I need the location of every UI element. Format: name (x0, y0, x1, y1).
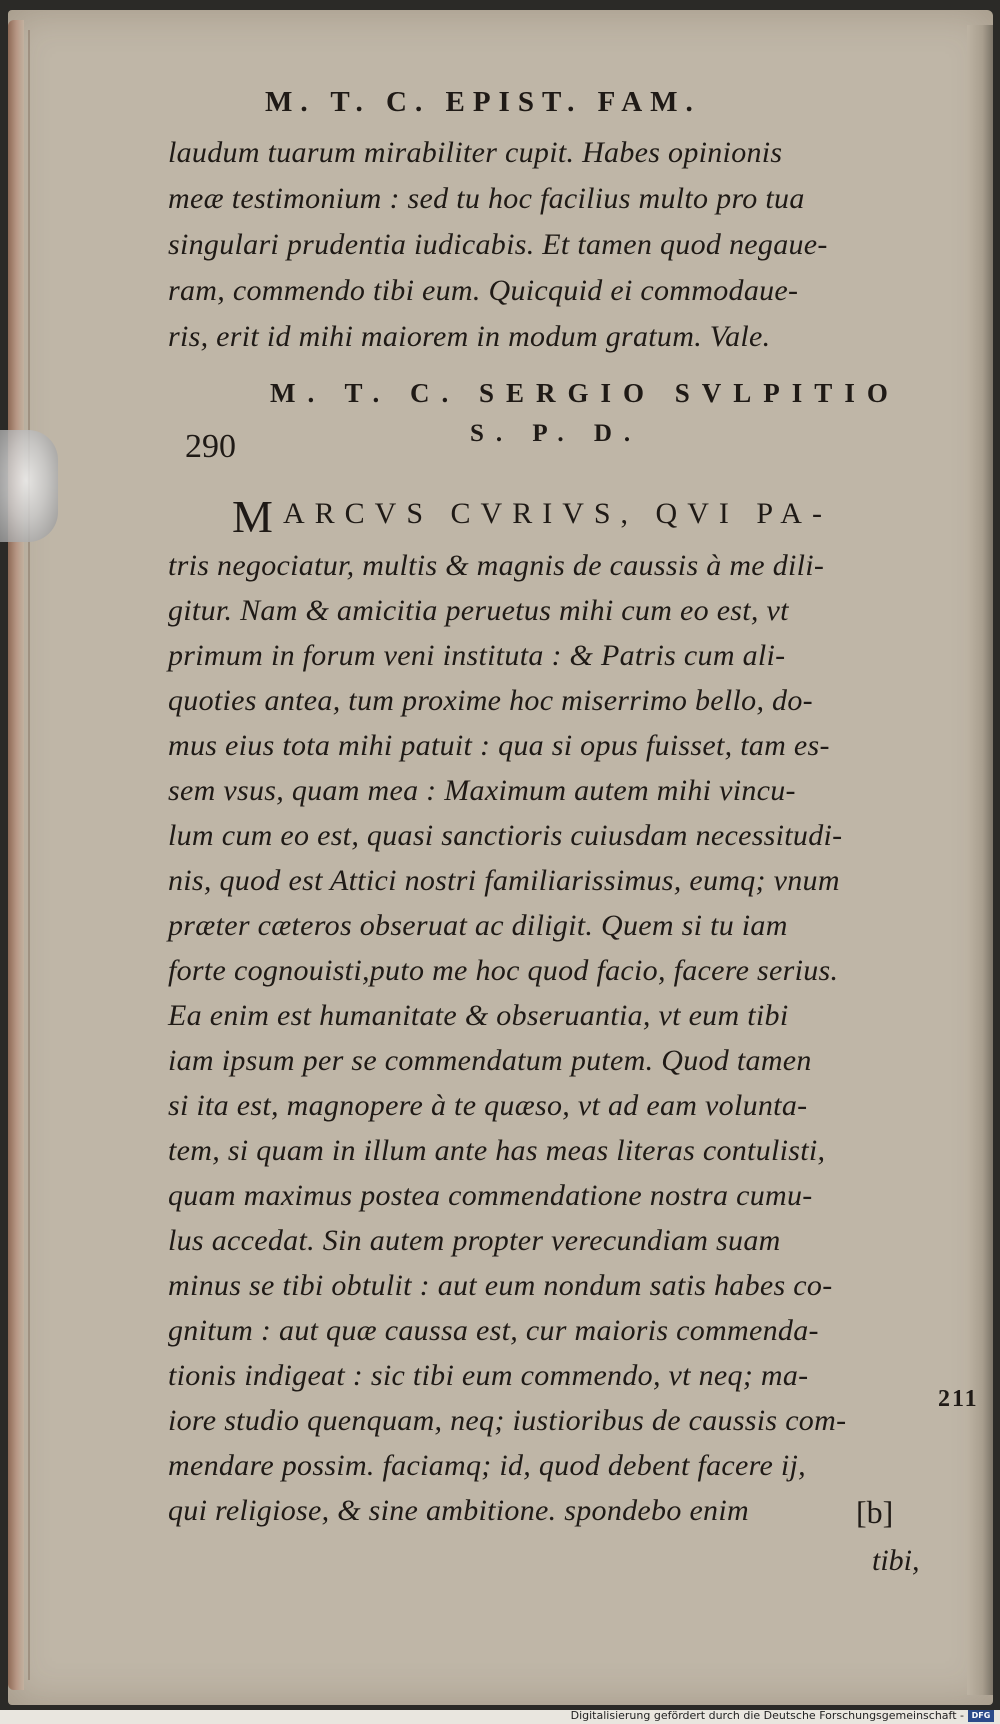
letter-line: gnitum : aut quæ caussa est, cur maioris commenda- (168, 1314, 819, 1347)
signature-mark: [b] (856, 1494, 894, 1530)
letter-line: minus se tibi obtulit : aut eum nondum satis habes co- (168, 1269, 833, 1302)
letter-line: lus accedat. Sin autem propter verecundiam suam (168, 1224, 781, 1257)
letter-line: si ita est, magnopere à te quæso, vt ad eam volunta- (168, 1089, 808, 1122)
prev-letter-line: ris, erit id mihi maiorem in modum gratum. Vale. (168, 320, 771, 353)
prev-letter-line: ram, commendo tibi eum. Quicquid ei commodaue- (168, 274, 799, 307)
prev-letter-line: laudum tuarum mirabiliter cupit. Habes opinionis (168, 136, 783, 169)
margin-number: 290 (185, 428, 236, 465)
prev-letter-line: meæ testimonium : sed tu hoc facilius multo pro tua (168, 182, 805, 215)
letter-line: quoties antea, tum proxime hoc miserrimo bello, do- (168, 684, 813, 717)
letter-line: tionis indigeat : sic tibi eum commendo, vt neq; ma- (168, 1359, 809, 1392)
drop-cap: M (232, 491, 273, 542)
letter-line: quam maximus postea commendatione nostra cumu- (168, 1179, 813, 1212)
letter-line: Ea enim est humanitate & obseruantia, vt eum tibi (168, 999, 789, 1032)
prev-letter-line: singulari prudentia iudicabis. Et tamen quod negaue- (168, 228, 828, 261)
letter-line: lum cum eo est, quasi sanctioris cuiusdam necessitudi- (168, 819, 843, 852)
letter-salutation: S. P. D. (470, 420, 643, 447)
letter-line: mendare possim. faciamq; id, quod debent facere ij, (168, 1449, 806, 1482)
letter-line: nis, quod est Attici nostri familiarissimus, eumq; vnum (168, 864, 840, 897)
letter-line: gitur. Nam & amicitia peruetus mihi cum eo est, vt (168, 594, 789, 627)
letter-line: primum in forum veni instituta : & Patris cum ali- (168, 639, 786, 672)
letter-line: iam ipsum per se commendatum putem. Quod tamen (168, 1044, 812, 1077)
letter-line: præter cæteros obseruat ac diligit. Quem si tu iam (168, 909, 788, 942)
right-margin-number: 211 (938, 1386, 979, 1412)
binding-line (28, 30, 30, 1680)
page-edge-right (967, 25, 993, 1695)
letter-address: M. T. C. SERGIO SVLPITIO (270, 378, 900, 408)
letter-line: sem vsus, quam mea : Maximum autem mihi vincu- (168, 774, 796, 807)
catchword: tibi, (872, 1544, 920, 1577)
running-head: M. T. C. EPIST. FAM. (265, 86, 701, 118)
opening-words: ARCVS CVRIVS, QVI PA- (283, 497, 832, 530)
letter-line: mus eius tota mihi patuit : qua si opus fuisset, tam es- (168, 729, 830, 762)
footer-credit: Digitalisierung gefördert durch die Deutsche Forschungsgemeinschaft - (570, 1709, 964, 1722)
letter-line: tem, si quam in illum ante has meas literas contulisti, (168, 1134, 826, 1167)
letter-line: forte cognouisti,puto me hoc quod facio, facere serius. (168, 954, 839, 987)
letter-line: tris negociatur, multis & magnis de caussis à me dili- (168, 549, 825, 582)
page-edge-left (8, 20, 24, 1690)
letter-line: iore studio quenquam, neq; iustioribus de caussis com- (168, 1404, 847, 1437)
page-clip (0, 430, 58, 542)
letter-line: qui religiose, & sine ambitione. spondebo enim (168, 1494, 749, 1527)
dfg-logo-icon: DFG (968, 1710, 994, 1722)
